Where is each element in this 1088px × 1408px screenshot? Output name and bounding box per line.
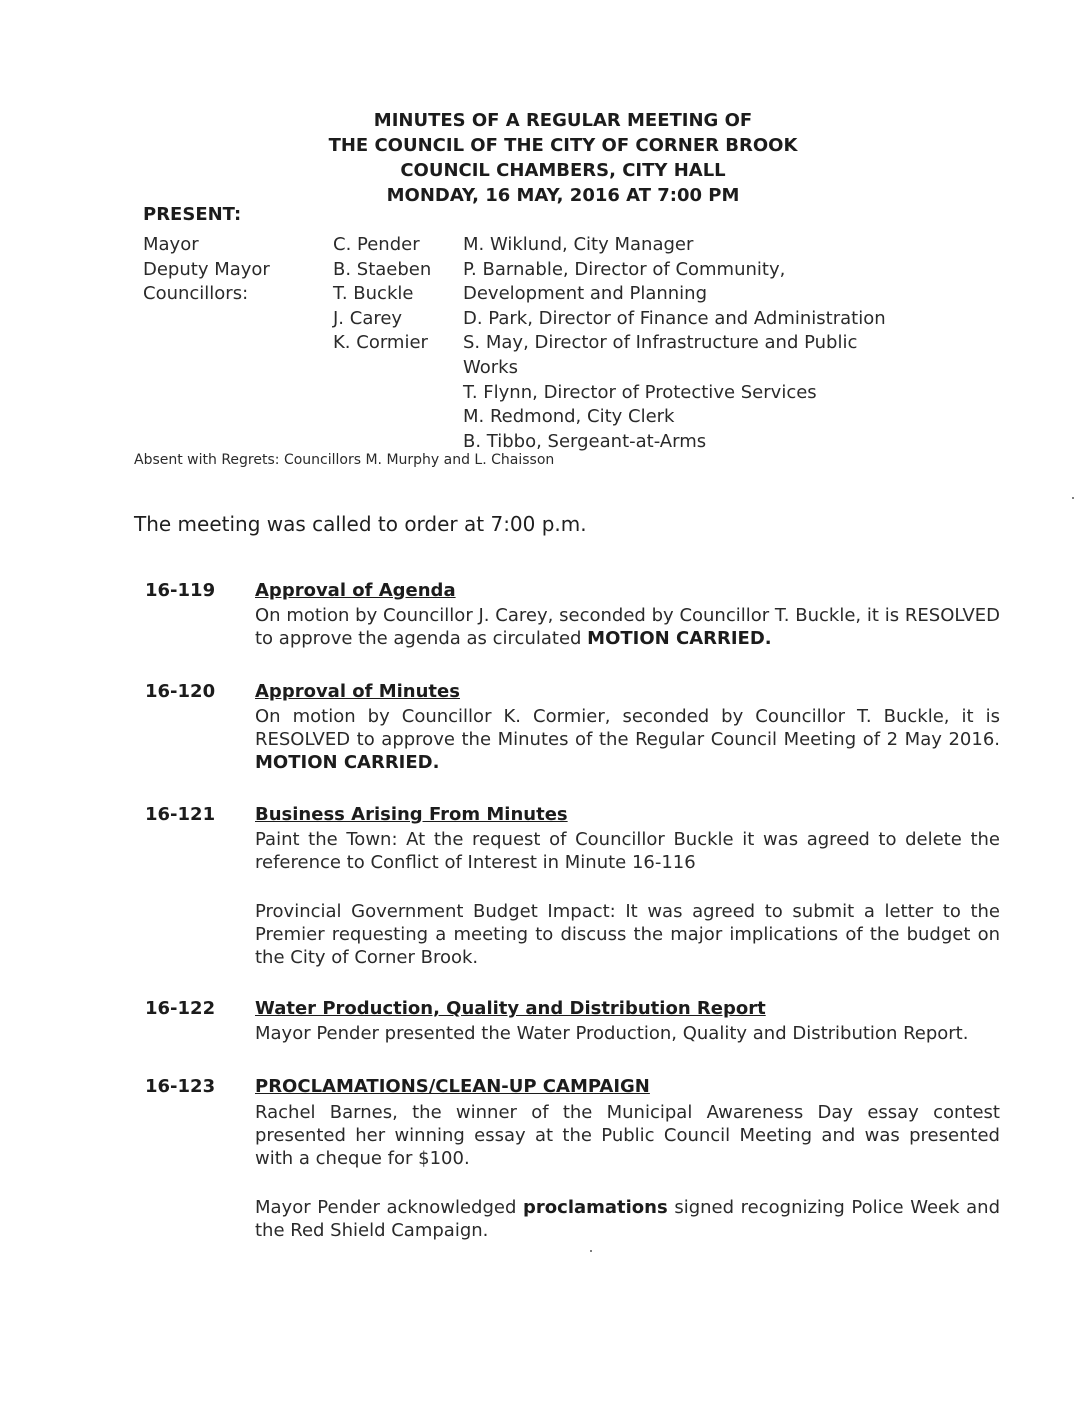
item-paragraph (255, 900, 1000, 969)
item-heading: PROCLAMATIONS/CLEAN-UP CAMPAIGN (255, 1076, 650, 1097)
item-number: 16-121 (145, 804, 216, 825)
absent-note: Absent with Regrets: Councillors M. Murphy and L. Chaisson (134, 452, 555, 468)
scan-speck (590, 1250, 592, 1252)
paragraph-text: Rachel Barnes, the winner of the Municipal Awareness Day essay contest presented her winning essay at the Public Council Meeting and was presented with a cheque for $100. (255, 1102, 1000, 1169)
paragraph-text: Mayor Pender presented the Water Production, Quality and Distribution Report. (255, 1023, 969, 1044)
motion-status: MOTION CARRIED. (255, 752, 440, 773)
staff-member: T. Flynn, Director of Protective Services (463, 381, 817, 403)
item-number: 16-122 (145, 998, 216, 1019)
paragraph-text: Provincial Government Budget Impact: It was agreed to submit a letter to the Premier requesting a meeting to discuss the major implications of the budget on the City of Corner Brook. (255, 901, 1000, 968)
attendee-name: K. Cormier (333, 332, 428, 354)
role-label: Councillors: (143, 283, 249, 305)
paragraph-text: signed recognizing Police Week and the Red Shield Campaign. (255, 1197, 1001, 1241)
staff-member: D. Park, Director of Finance and Administration (463, 307, 886, 329)
item-number: 16-123 (145, 1076, 216, 1097)
attendee-name: C. Pender (333, 234, 420, 255)
item-paragraph (255, 604, 1000, 650)
item-heading: Water Production, Quality and Distribution Report (255, 998, 766, 1019)
scan-speck (1072, 497, 1074, 499)
present-staff-column (463, 233, 933, 454)
present-names-column (333, 233, 458, 356)
item-heading: Business Arising From Minutes (255, 804, 568, 825)
staff-member: P. Barnable, Director of Community, Development and Planning (463, 258, 786, 305)
attendee-name: B. Staeben (333, 258, 432, 280)
document-title (0, 108, 1088, 208)
paragraph-text: Paint the Town: At the request of Councillor Buckle it was agreed to delete the reference to Conflict of Interest in Minute 16-116 (255, 829, 1000, 873)
staff-member: M. Redmond, City Clerk (463, 406, 675, 428)
item-heading: Approval of Minutes (255, 681, 460, 702)
item-heading: Approval of Agenda (255, 580, 456, 601)
item-paragraph (255, 1101, 1000, 1170)
present-roles-column (143, 233, 323, 307)
item-paragraph (255, 705, 1000, 774)
motion-status: MOTION CARRIED. (587, 628, 772, 649)
paragraph-text: On motion by Councillor K. Cormier, seconded by Councillor T. Buckle, it is RESOLVED to approve the Minutes of the Regular Council Meeting of 2 May 2016. (255, 706, 1000, 750)
role-label: Deputy Mayor (143, 258, 270, 280)
title-line: COUNCIL CHAMBERS, CITY HALL (400, 160, 726, 181)
staff-member: M. Wiklund, City Manager (463, 234, 694, 255)
staff-member: S. May, Director of Infrastructure and Public Works (463, 332, 858, 378)
attendee-name: T. Buckle (333, 283, 414, 305)
title-line: THE COUNCIL OF THE CITY OF CORNER BROOK (328, 135, 798, 156)
staff-member: B. Tibbo, Sergeant-at-Arms (463, 430, 707, 452)
called-to-order: The meeting was called to order at 7:00 p.m. (134, 512, 587, 536)
item-number: 16-119 (145, 580, 216, 601)
role-label: Mayor (143, 234, 199, 255)
item-paragraph (255, 828, 1000, 874)
attendee-name: J. Carey (333, 307, 403, 329)
paragraph-text: Mayor Pender acknowledged (255, 1197, 524, 1218)
title-line: MINUTES OF A REGULAR MEETING OF (373, 110, 753, 131)
bold-term: proclamations (523, 1197, 668, 1218)
item-paragraph (255, 1196, 1000, 1242)
paragraph-text: On motion by Councillor J. Carey, seconded by Councillor T. Buckle, it is RESOLVED to approve the agenda as circulated (255, 605, 1000, 649)
item-paragraph (255, 1022, 1000, 1045)
present-heading: PRESENT: (143, 204, 242, 225)
item-number: 16-120 (145, 681, 216, 702)
title-line: MONDAY, 16 MAY, 2016 AT 7:00 PM (386, 185, 740, 206)
